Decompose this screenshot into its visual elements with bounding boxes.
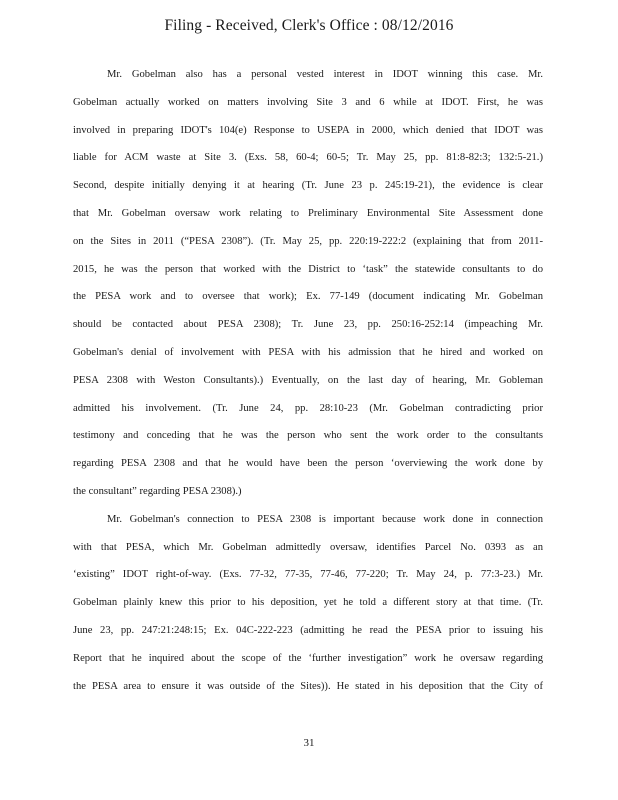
text-line: admitted his involvement. (Tr. June 24, pp. 28:10-23 (Mr. Gobelman contradicting prior — [73, 402, 543, 414]
text-line: testimony and conceding that he was the person who sent the work order to the consultants — [73, 430, 543, 442]
text-line: with that PESA, which Mr. Gobelman admittedly oversaw, identifies Parcel No. 0393 as an — [73, 541, 543, 553]
text-line: the consultant” regarding PESA 2308).) — [73, 485, 242, 497]
text-line: 2015, he was the person that worked with the District to ‘task” the statewide consultants to do — [73, 263, 543, 275]
page-number: 31 — [303, 737, 315, 749]
text-line: should be contacted about PESA 2308); Tr. June 23, pp. 250:16-252:14 (impeaching Mr. — [73, 319, 543, 331]
text-line: ‘existing” IDOT right-of-way. (Exs. 77-32, 77-35, 77-46, 77-220; Tr. May 24, p. 77:3-23.) Mr. — [73, 569, 543, 581]
filing-header: Filing - Received, Clerk's Office : 08/12/2016 — [164, 17, 454, 34]
text-line: Gobelman plainly knew this prior to his deposition, yet he told a different story at that time. (Tr. — [73, 597, 543, 609]
text-line: involved in preparing IDOT's 104(e) Response to USEPA in 2000, which denied that IDOT was — [73, 124, 543, 136]
text-line: liable for ACM waste at Site 3. (Exs. 58, 60-4; 60-5; Tr. May 25, pp. 81:8-82:3; 132:5-21.) — [73, 152, 543, 164]
text-line: Report that he inquired about the scope of the ‘further investigation” work he oversaw regarding — [73, 652, 543, 664]
text-line: Mr. Gobelman also has a personal vested interest in IDOT winning this case. Mr. — [107, 69, 543, 80]
text-line: the PESA area to ensure it was outside of the Sites)). He stated in his deposition that the City of — [73, 680, 543, 692]
text-line: Gobelman's denial of involvement with PESA with his admission that he hired and worked on — [73, 346, 543, 358]
document-body — [73, 68, 543, 707]
text-line: Gobelman actually worked on matters involving Site 3 and 6 while at IDOT. First, he was — [73, 96, 543, 108]
text-line: regarding PESA 2308 and that he would have been the person ‘overviewing the work done by — [73, 458, 543, 470]
text-line: that Mr. Gobelman oversaw work relating to Preliminary Environmental Site Assessment done — [73, 207, 543, 219]
paragraph-1 — [73, 68, 543, 513]
paragraph-2 — [73, 513, 543, 708]
text-line: the PESA work and to oversee that work); Ex. 77-149 (document indicating Mr. Gobelman — [73, 291, 543, 303]
text-line: on the Sites in 2011 (“PESA 2308”). (Tr. May 25, pp. 220:19-222:2 (explaining that from 2011- — [73, 235, 543, 247]
text-line: PESA 2308 with Weston Consultants).) Eventually, on the last day of hearing, Mr. Gobleman — [73, 374, 543, 386]
text-line: Mr. Gobelman's connection to PESA 2308 is important because work done in connection — [107, 513, 543, 525]
text-line: Second, despite initially denying it at hearing (Tr. June 23 p. 245:19-21), the evidence is clear — [73, 180, 543, 192]
text-line: June 23, pp. 247:21:248:15; Ex. 04C-222-223 (admitting he read the PESA prior to issuing his — [73, 624, 543, 636]
